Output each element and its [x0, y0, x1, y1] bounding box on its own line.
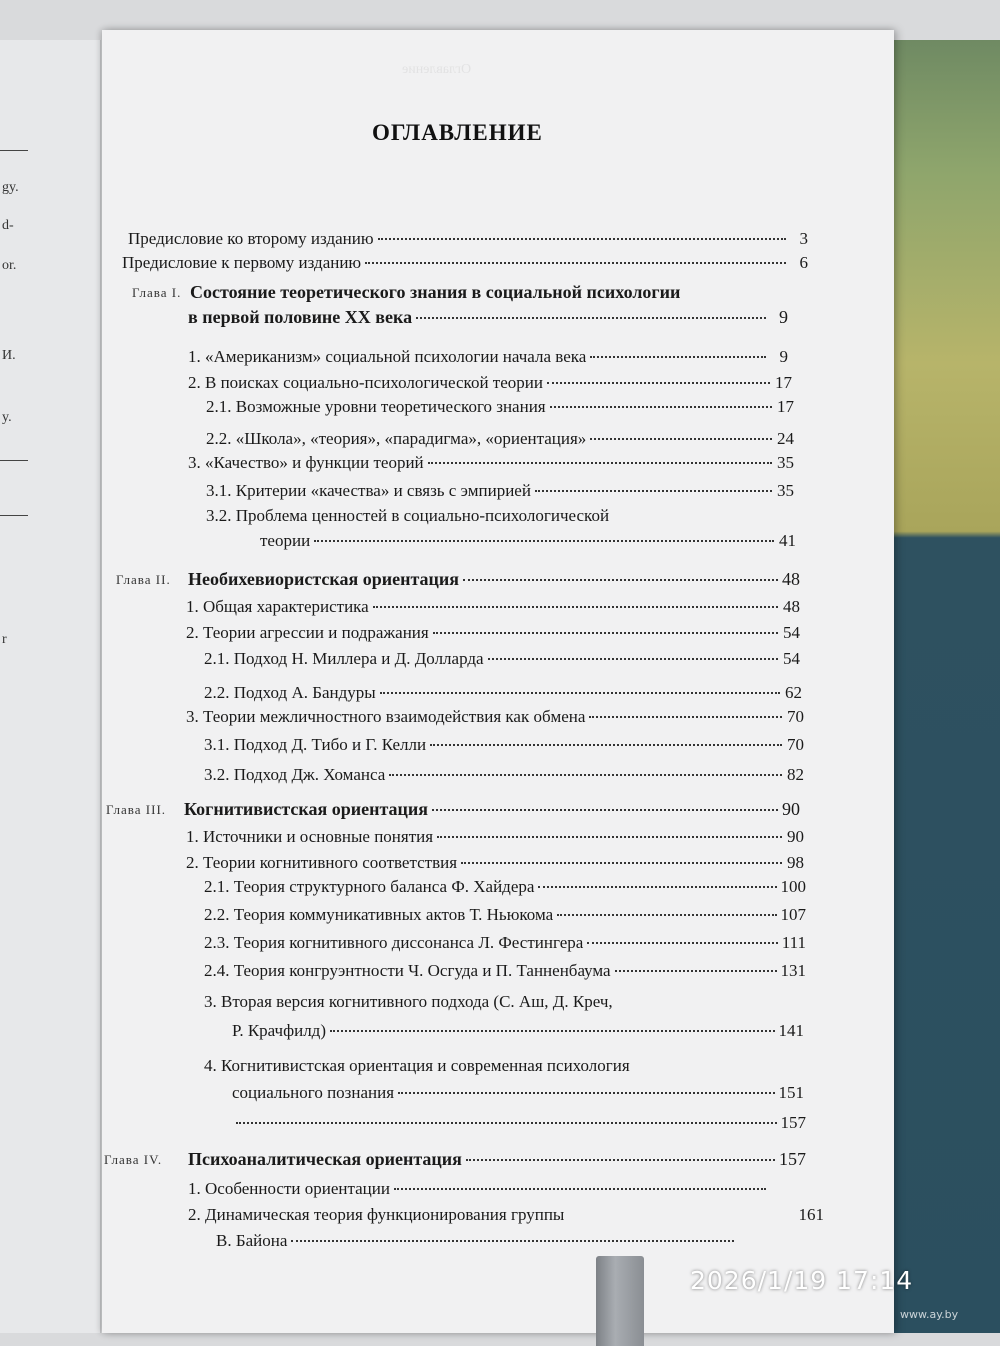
left-page-fragment: И. — [2, 348, 16, 363]
toc-entry[interactable]: 3. «Качество» и функции теорий 35 — [188, 453, 794, 472]
toc-entry[interactable]: 2. Теории агрессии и подражания 54 — [186, 623, 800, 642]
left-page-fragment: d- — [2, 218, 14, 233]
left-page-fragment: or. — [2, 258, 17, 273]
toc-entry[interactable]: Р. Крачфилд) 141 — [232, 1021, 804, 1040]
book-cover — [880, 40, 1000, 1333]
toc-entry[interactable]: 2.3. Теория когнитивного диссонанса Л. Фестингера 111 — [204, 933, 806, 952]
toc-entry[interactable]: Необихевиористская ориентация 48 — [188, 569, 800, 589]
toc-entry-text: 3.2. Проблема ценностей в социально-психологической — [206, 506, 610, 525]
toc-entry[interactable]: 2.1. Теория структурного баланса Ф. Хайдера 100 — [204, 877, 806, 896]
toc-entry[interactable]: теории 41 — [260, 531, 796, 550]
chapter-title: Состояние теоретического знания в социальной психологии — [190, 282, 681, 302]
show-through: Оглавление — [402, 62, 472, 77]
divider — [0, 460, 28, 461]
toc-entry[interactable]: 3.1. Критерии «качества» и связь с эмпирией 35 — [206, 481, 794, 500]
toc-entry[interactable]: 1. «Американизм» социальной психологии начала века 9 — [188, 347, 788, 366]
divider — [0, 150, 28, 151]
chapter-label: Глава III. — [106, 802, 167, 817]
watermark: www.ay.by — [900, 1308, 959, 1321]
toc-title: ОГЛАВЛЕНИЕ — [372, 120, 543, 145]
toc-entry-text: 4. Когнитивистская ориентация и современная психология — [204, 1056, 630, 1075]
toc-entry[interactable]: Психоаналитическая ориентация 157 — [188, 1149, 806, 1169]
toc-entry[interactable]: 2.4. Теория конгруэнтности Ч. Осгуда и П. Танненбаума 131 — [204, 961, 806, 980]
adjacent-left-page — [0, 40, 101, 1333]
toc-entry[interactable]: 2. В поисках социально-психологической теории 17 — [188, 373, 792, 392]
toc-entry[interactable]: 1. Особенности ориентации — [188, 1178, 788, 1200]
toc-entry[interactable]: В. Байона — [216, 1230, 756, 1252]
divider — [0, 515, 28, 516]
toc-entry[interactable]: 3.1. Подход Д. Тибо и Г. Келли 70 — [204, 735, 804, 754]
chapter-label: Глава IV. — [104, 1152, 163, 1167]
toc-entry[interactable]: 2. Динамическая теория функционирования группы 161 — [188, 1205, 824, 1224]
toc-entry[interactable]: 3.2. Подход Дж. Хоманса 82 — [204, 765, 804, 784]
toc-entry[interactable]: 1. Общая характеристика 48 — [186, 597, 800, 616]
toc-entry[interactable]: социального познания 151 — [232, 1083, 804, 1102]
chapter-label: Глава I. — [132, 285, 182, 300]
toc-entry[interactable]: 2.2. Теория коммуникативных актов Т. Ньюкома 107 — [204, 905, 806, 924]
left-page-fragment: r — [2, 632, 7, 647]
toc-entry[interactable]: 2.2. «Школа», «теория», «парадигма», «ориентация» 24 — [206, 429, 794, 448]
toc-entry[interactable]: 157 — [232, 1112, 806, 1134]
toc-entry[interactable]: 3. Теории межличностного взаимодействия как обмена 70 — [186, 707, 804, 726]
toc-entry[interactable]: Предисловие к первому изданию 6 — [122, 253, 808, 272]
toc-entry[interactable]: Когнитивистская ориентация 90 — [184, 799, 800, 819]
left-page-fragment: y. — [2, 410, 12, 425]
toc-entry[interactable]: 2.1. Возможные уровни теоретического знания 17 — [206, 397, 794, 416]
toc-entry[interactable]: в первой половине XX века 9 — [188, 307, 788, 327]
toc-entry[interactable]: 2.2. Подход А. Бандуры 62 — [204, 683, 802, 702]
book-page — [102, 30, 894, 1333]
left-page-fragment: gy. — [2, 180, 19, 195]
chapter-label: Глава II. — [116, 572, 171, 587]
toc-entry-text: 3. Вторая версия когнитивного подхода (С. Аш, Д. Креч, — [204, 992, 613, 1011]
toc-entry[interactable]: 1. Источники и основные понятия 90 — [186, 827, 804, 846]
photo-timestamp: 2026/1/19 17:14 — [690, 1266, 914, 1295]
toc-entry[interactable]: 2.1. Подход Н. Миллера и Д. Долларда 54 — [204, 649, 800, 668]
toc-entry[interactable]: Предисловие ко второму изданию 3 — [128, 229, 808, 248]
toc-entry[interactable]: 2. Теории когнитивного соответствия 98 — [186, 853, 804, 872]
